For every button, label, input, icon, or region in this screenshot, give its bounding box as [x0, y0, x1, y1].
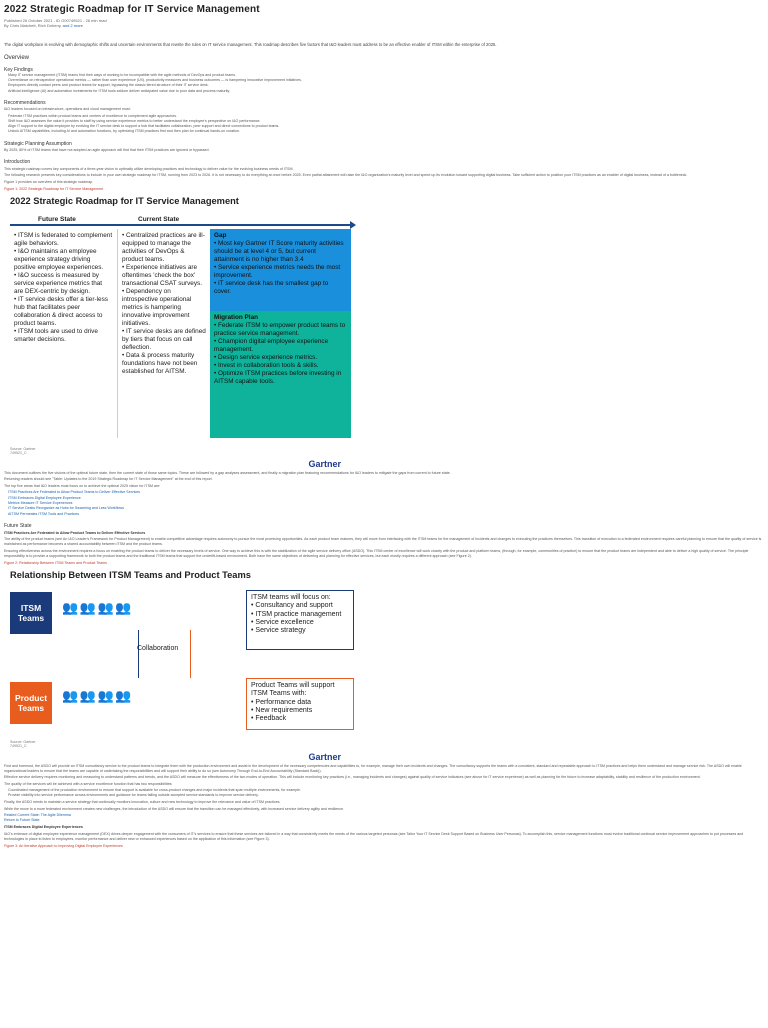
introduction-heading: Introduction — [4, 159, 31, 166]
recommendations-heading: Recommendations — [4, 99, 46, 106]
figure-2-source: Source: Gartner — [10, 740, 36, 745]
body2-p3: The quality of the services will be achieved with a service excellence function that has two responsibilities: — [4, 781, 173, 786]
future-p2: Ensuring effectiveness across the environment requires a focus on enabling the product teams to deliver the necessary levels of service. One way to achieve this is with the stabilization of the agile service delivery office (ASDO). This ITSM center of excellence will work closely with the product and platform teams, (through, for example, communities of practice) to ensure that the product teams are independent and able to deliver a high quality of service. The principle responsibility is to provide a supporting framework to both the product teams and the traditional ITSM teams that support the underlift-based environment. Both have the same objectives of delivering and planning for effective services, but each mostly requires a different approach (see Figure 2). — [4, 548, 749, 558]
page-title: 2022 Strategic Roadmap for IT Service Management — [4, 4, 260, 15]
intro-p2: The following research presents key considerations to include in your own strategic roadmap for ITSM, running from 2023 to 2026. It is not necessary to do everything at once before 2025. Even partial attainment will raise the I&O organization's maturity level and speed up its evolution toward supporting digital business. Take sufficient action to position your ITSM practices as an enabler of digital business, instead of a bottleneck. — [4, 173, 688, 178]
future-p1: The ability of the product teams (see An I&O Leader's Framework for Product Management) to enable competitive advantage requires autonomy to pursue the most promising opportunities. As each product team matures, they will move from interfacing with the ITSM teams for the management of incidents and changes to executing the practices themselves. This transition of execution to a federated environment requires careful planning to ensure that the quality of service is maintained as performance becomes a shared accountability between ITSM and the product teams. — [4, 537, 762, 547]
figure-1-link[interactable]: Figure 1: 2022 Strategic Roadmap for IT Service Management — [4, 187, 104, 192]
figure-2-id: 749521_C — [10, 744, 27, 749]
product-people-icon: 👥 👥 👥 👥 — [62, 688, 131, 704]
list-item: Provide visibility into service performance across environments and guidance for teams falling outside accepted service standards to improve service delivery. — [8, 793, 259, 798]
current-item: • IT service desks are defined by tiers that focus on call deflection. — [122, 328, 206, 352]
migration-header: Migration Plan — [214, 314, 259, 322]
product-support-item: • New requirements — [251, 706, 313, 714]
current-item: • Dependency on introspective operational metrics is hampering innovative improvement initiatives. — [122, 288, 192, 328]
migration-item: • Invest in collaboration tools & skills. — [214, 362, 319, 370]
figure-1-id: 749521_C — [10, 451, 27, 456]
recommendations-intro: I&O leaders focused on infrastructure, operations and cloud management must: — [4, 107, 131, 112]
intro-p1: This strategic roadmap covers key components of a three-year vision to optimally utilize developing practices and technology to deliver value for the evolving business needs of ITSM. — [4, 166, 294, 171]
service-excellence-list — [4, 788, 764, 798]
body1-p2: Returning readers should see "Table: Updates to the 2019 Strategic Roadmap for IT Service Management" at the end of this report. — [4, 477, 213, 482]
figure-3-link[interactable]: Figure 3: An Iterative Approach to Improving Digital Employee Experiences — [4, 844, 123, 849]
spa-heading: Strategic Planning Assumption — [4, 140, 72, 147]
itsm-people-icon: 👥 👥 👥 👥 — [62, 600, 131, 616]
product-teams-tag: Product Teams — [10, 682, 52, 724]
gap-item: • Most key Gartner IT Score maturity activities should be at level 4 or 5, but current attainment is no higher than 3.4 — [214, 240, 344, 264]
product-support-box — [246, 678, 354, 730]
summary: The digital workplace is evolving with demographic shifts and uncertain environments that rewrite the rules on IT service management. This roadmap describes five factors that I&O leaders must address to be an effective enabler of ITSM within the enterprise of 2025. — [4, 42, 497, 47]
future-item: • IT service desks offer a tier-less hub that facilitates peer collaboration & direct access to product teams. — [14, 296, 108, 328]
gap-column — [210, 229, 351, 311]
current-item: • Data & process maturity foundations have not been established for AITSM. — [122, 352, 198, 376]
product-support-header: Product Teams will support ITSM Teams with: — [251, 682, 335, 698]
list-item: Align IT support to the digital employee by evolving the IT service desk to support a hub that facilitates collaboration, peer support and direct connections to product teams. — [8, 124, 280, 129]
current-state-column — [118, 229, 210, 438]
overview-heading: Overview — [4, 55, 30, 61]
list-item: Employees directly contact peers and product teams for support, bypassing the classic tiered structure of their IT service desk. — [8, 83, 209, 88]
key-findings-list — [4, 73, 764, 94]
document-page — [0, 4, 768, 1028]
product-support-item: • Feedback — [251, 714, 287, 722]
gartner-logo: Gartner — [308, 752, 341, 763]
migration-item: • Design service experience metrics. — [214, 354, 318, 362]
return-future-state-link[interactable]: Return to Future State — [4, 818, 40, 823]
published-info: Published 26 October 2021 - ID G00749521 - 26 min read — [4, 18, 107, 23]
recommendations-list — [4, 114, 764, 135]
authors: By Chris Matchett, Rich Doheny, — [4, 23, 62, 28]
list-item: Coordinated management of the production environment to ensure that support is available for cross-product changes and major incidents that span multiple environments, for example. — [8, 788, 302, 793]
focus-area-link[interactable]: AITSM Permeates ITSM Tools and Practices — [8, 511, 80, 516]
figure-1 — [10, 196, 353, 447]
body2-p2: Effective service delivery requires monitoring and measuring to understand patterns and trends, and the ASDO will measure the effectiveness of the two modes of operation. This will include monitoring key practices (i.e., managing incidents and changes) against quality of service indicators (see above for IT service experience) as well as planning for the future to increase adaptability, stability and resilience of the production environment. — [4, 775, 701, 780]
list-item: Many IT service management (ITSM) teams find their ways of working to be incompatible with the agile methods of DevOps and product teams. — [8, 73, 237, 77]
itsm-teams-tag: ITSM Teams — [10, 592, 52, 634]
future-state-subheading: ITSM Practices Are Federated to Allow Product Teams to Deliver Effective Services — [4, 530, 146, 535]
body1-p3: The top five areas that I&O leaders must focus on to achieve the optimal 2025 vision for ITSM are: — [4, 483, 161, 488]
itsm-focus-item: • Service strategy — [251, 626, 306, 634]
itsm-focus-box — [246, 590, 354, 650]
figure-2 — [10, 570, 353, 740]
focus-area-link[interactable]: ITSM Embraces Digital Employee Experience — [8, 495, 81, 500]
figure-2-link[interactable]: Figure 2: Relationship Between ITSM Teams and Product Teams — [4, 561, 107, 566]
key-findings-heading: Key Findings — [4, 67, 33, 73]
focus-area-link[interactable]: Metrics Measure IT Service Experiences — [8, 500, 73, 505]
body1-p1: This document outlines the five visions of the optimal future state, then the current state of those same topics. These are followed by a gap analyses assessment, and finally a migration plan featuring recommendations for I&O leaders to mitigate the gaps from current to future state. — [4, 470, 451, 475]
migration-item: • Optimize ITSM practices before investing in AITSM capable tools. — [214, 370, 342, 386]
product-support-item: • Performance data — [251, 698, 312, 706]
focus-area-link[interactable]: IT Service Desks Reorganize as Hubs for Swarming and Less Workflows — [8, 506, 124, 511]
migration-item: • Federate ITSM to empower product teams to practice service management. — [214, 322, 346, 338]
related-current-state-link[interactable]: Related Current State: The Agile Dilemma — [4, 813, 71, 818]
timeline-bar — [10, 224, 353, 226]
gap-item: • Service experience metrics needs the most improvement. — [214, 264, 341, 280]
list-item: Overreliance on retrospective operational metrics — rather than user experience (UX), productivity measures and business outcomes — is hampering innovative improvement initiatives. — [8, 78, 302, 83]
current-item: • Experience initiatives are oftentimes 'check the box' transactional CSAT surveys. — [122, 264, 203, 288]
figure-2-title: Relationship Between ITSM Teams and Product Teams — [10, 570, 251, 581]
current-state-header: Current State — [138, 216, 180, 224]
list-item: Federate ITSM practices within product teams and centers of excellence to complement agile approaches. — [8, 113, 177, 118]
future-state-column — [10, 229, 118, 438]
future-state-header: Future State — [38, 216, 76, 224]
gartner-logo: Gartner — [308, 459, 341, 470]
itsm-focus-item: • Consultancy and support — [251, 602, 333, 610]
gap-item: • IT service desk has the smallest gap to cover. — [214, 280, 329, 296]
body2-p5: While the move to a more federated environment creates new challenges, the introduction of the ASDO will ensure that the transition can be managed effectively, with increased service delivery agility and resilience. — [4, 806, 345, 811]
future-item: • ITSM is federated to complement agile behaviors. — [14, 232, 113, 248]
list-item: Artificial intelligence (AI) and automation investments for ITSM tools seldom deliver anticipated value due to poor data and process maturity. — [8, 88, 231, 93]
figure-1-source: Source: Gartner — [10, 447, 36, 452]
connector-line — [138, 630, 139, 678]
itsm-focus-item: • ITSM practice management — [251, 610, 342, 618]
future-state-heading: Future State — [4, 523, 32, 530]
future-item: • I&O maintains an employee experience strategy driving positive employee experiences. — [14, 248, 104, 272]
future-item: • I&O success is measured by service experience metrics that are DEX-centric by design. — [14, 272, 103, 296]
migration-plan-column — [210, 311, 351, 438]
body2-p1: First and foremost, the ASDO will provide an ITSM consultancy service to the product teams to integrate them with the production environment and assist in the development of the necessary competencies and capabilities to, for example, manage their own incidents and changes. The consultancy supports the teams with a consistent, standard and repeatable approach to ITSM practices and helps them understand and manage service risk. The ASDO will enable organizational leaders to ensure that the teams are capable of undertaking the responsibilities and will support their ability to do so (see Autonomy Through End-to-End Accountability (Standard Back)). — [4, 763, 742, 773]
gap-header: Gap — [214, 232, 227, 240]
timeline-arrow-icon — [350, 221, 356, 229]
itsm-focus-item: • Service excellence — [251, 618, 314, 626]
dex-subheading: ITSM Embraces Digital Employee Experiences — [4, 825, 83, 830]
list-item: Shift how I&O assesses the value it provides to staff by using service experience metrics to better understand the employee's perspective on I&O performance. — [8, 119, 261, 124]
connector-line — [190, 630, 191, 678]
focus-area-link[interactable]: ITSM Practices Are Federated to Allow Product Teams to Deliver Effective Services — [8, 490, 141, 495]
authors-more-link[interactable]: and 2 more — [62, 23, 83, 28]
body2-p4: Finally, the ASDO needs to maintain a service strategy that continually monitors innovation, culture and new technology to improve the relevance and value of ITSM practices. — [4, 800, 281, 805]
figure-1-title: 2022 Strategic Roadmap for IT Service Management — [10, 196, 239, 207]
migration-item: • Champion digital employee experience management. — [214, 338, 329, 354]
list-item: Unlock AITSM capabilities, including AI and automation functions, by optimizing ITSM practices first and then plan for continual hands-on curation. — [8, 129, 240, 134]
publish-meta — [4, 18, 764, 28]
body2-p6: I&O's embrace of digital employee experience management (DEX) drives deeper engagement with the consumers of IT's services to ensure that these services are tailored in a way that consistently meets the needs of the various targeted personas (see Tailor Your IT Service Desk Support Based on Business User Personas). To accomplish this, service management functions must evolve traditional continual service improvement approaches to put processes and technologies in place to listen to employees, monitor performance and deliver new or enhanced experiences based on the application of this information (see Figure 3). — [4, 831, 744, 841]
spa-text: By 2025, 80% of ITSM teams that have not adopted an agile approach will find that their ITSM practices are ignored or bypassed. — [4, 148, 210, 153]
future-item: • ITSM tools are used to drive smarter decisions. — [14, 328, 98, 344]
intro-p3: Figure 1 provides an overview of this strategic roadmap. — [4, 179, 94, 184]
current-item: • Centralized practices are ill-equipped to manage the activities of DevOps & product teams. — [122, 232, 205, 264]
collaboration-label: Collaboration — [137, 645, 179, 653]
itsm-focus-header: ITSM teams will focus on: — [251, 594, 331, 602]
focus-areas-list — [4, 490, 764, 517]
